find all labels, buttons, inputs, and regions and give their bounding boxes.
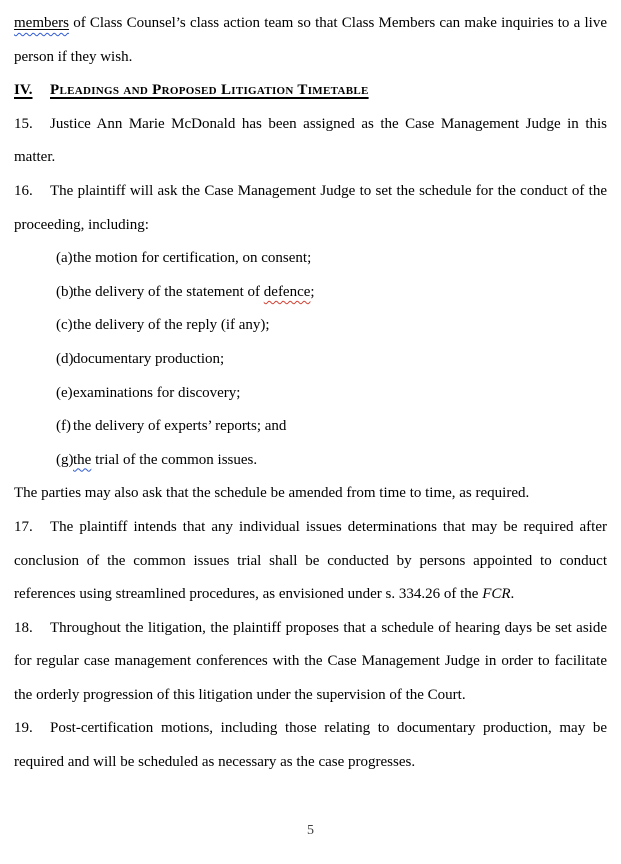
paragraph-15 xyxy=(14,108,607,175)
list-marker: (f) xyxy=(56,418,71,435)
paragraph-text: The plaintiff will ask the Case Management Judge to set the schedule for the conduct of the proceeding, including: xyxy=(14,182,607,233)
list-item-c xyxy=(14,309,607,343)
list-item-text: ; xyxy=(310,283,315,300)
paragraph-19 xyxy=(14,712,607,779)
list-item-text: trial of the common issues. xyxy=(91,451,258,468)
list-item-a xyxy=(14,242,607,276)
paragraph-number: 15. xyxy=(14,115,33,132)
grammar-flagged-word: the xyxy=(73,451,92,468)
list-item-b xyxy=(14,276,607,310)
list-marker: (g) xyxy=(56,451,74,468)
paragraph-continuation xyxy=(14,7,607,74)
paragraph-number: 19. xyxy=(14,720,33,737)
spelling-flagged-word: defence xyxy=(263,283,311,300)
list-item-text: documentary production; xyxy=(73,350,225,367)
section-heading xyxy=(14,74,607,108)
list-item-text: the delivery of the reply (if any); xyxy=(73,317,270,334)
heading-numeral: IV. xyxy=(14,82,33,99)
list-marker: (a) xyxy=(56,250,73,267)
paragraph-text: . xyxy=(510,586,515,603)
list-item-g xyxy=(14,444,607,478)
paragraph-text: The plaintiff intends that any individual issues determinations that may be required after conclusion of the common issues trial shall be conducted by persons appointed to conduct references using streamlined procedures, as envisioned under s. 334.26 of the xyxy=(14,518,607,603)
paragraph-number: 16. xyxy=(14,182,33,199)
paragraph-number: 17. xyxy=(14,518,33,535)
list-marker: (b) xyxy=(56,283,74,300)
paragraph-text: The parties may also ask that the schedule be amended from time to time, as required. xyxy=(14,485,530,502)
paragraph-16 xyxy=(14,175,607,242)
paragraph-18 xyxy=(14,612,607,713)
paragraph-17 xyxy=(14,511,607,612)
list-item-d xyxy=(14,343,607,377)
heading-title: Pleadings and Proposed Litigation Timetable xyxy=(50,82,369,99)
list-item-text: the delivery of the statement of xyxy=(73,283,264,300)
list-item-text: the motion for certification, on consent; xyxy=(73,250,312,267)
list-item-text: the delivery of experts’ reports; and xyxy=(73,418,287,435)
paragraph-text: Justice Ann Marie McDonald has been assigned as the Case Management Judge in this matter. xyxy=(14,115,607,166)
paragraph-after-list xyxy=(14,477,607,511)
underlined-word-wrap xyxy=(14,15,69,31)
list-item-text: examinations for discovery; xyxy=(73,384,241,401)
list-item-e xyxy=(14,377,607,411)
grammar-flagged-word: members xyxy=(14,15,69,31)
paragraph-number: 18. xyxy=(14,619,33,636)
paragraph-text: Post-certification motions, including those relating to documentary production, may be required and will be scheduled as necessary as the case progresses. xyxy=(14,720,607,771)
list-item-f xyxy=(14,410,607,444)
paragraph-text: Throughout the litigation, the plaintiff proposes that a schedule of hearing days be set aside for regular case management conferences with the Case Management Judge in order to facilitate the orderly progression of this litigation under the supervision of the Court. xyxy=(14,619,607,703)
page-number: 5 xyxy=(307,823,314,838)
list-marker: (e) xyxy=(56,384,73,401)
heading-numeral-box xyxy=(14,74,50,108)
cited-statute-abbreviation: FCR xyxy=(482,586,511,603)
list-marker: (d) xyxy=(56,350,74,367)
paragraph-text: of Class Counsel’s class action team so that Class Members can make inquiries to a live person if they wish. xyxy=(14,15,607,65)
list-marker: (c) xyxy=(56,317,73,334)
